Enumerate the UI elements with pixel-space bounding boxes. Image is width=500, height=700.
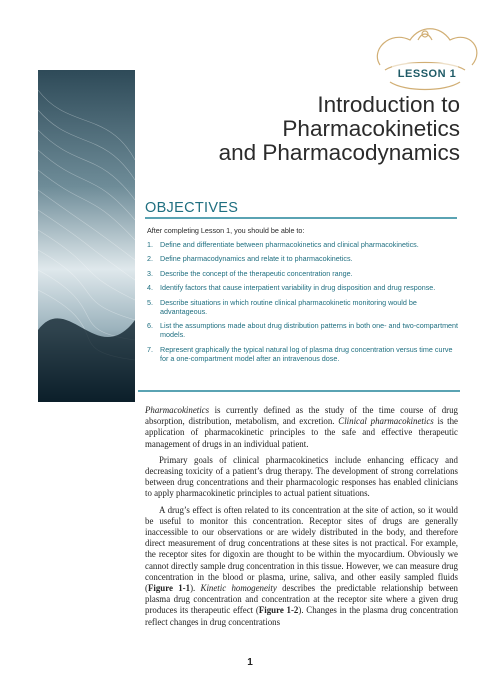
body-paragraph	[145, 505, 458, 628]
figure-ref: Figure 1-1	[147, 583, 191, 594]
term: Pharmacokinetics	[145, 405, 210, 415]
objective-text: Describe the concept of the therapeutic concentration range.	[160, 268, 353, 278]
term: Kinetic homogeneity	[200, 583, 277, 594]
objectives-heading: OBJECTIVES	[145, 200, 457, 219]
objective-text: Represent graphically the typical natural log of plasma drug concentration versus time curve for a one-compartment model after an intravenous dose.	[160, 344, 453, 363]
objective-text: Identify factors that cause interpatient variability in drug disposition and drug response.	[160, 283, 436, 293]
figure-ref: Figure 1-2	[258, 605, 299, 616]
objective-item	[147, 283, 459, 292]
objective-number: 7.	[147, 344, 153, 354]
title-line: Introduction to	[317, 92, 460, 117]
objective-number: 6.	[147, 321, 153, 331]
objective-number: 5.	[147, 297, 153, 307]
text-run: A drug’s effect is often related to its concentration at the site of action, so it would be useful to monitor this concentration. Receptor sites of drugs are generally inaccessible to our observations or are widely distributed in the body, and therefore direct measurement of drug concentrations at these sites is not practical. For example, the receptor sites for digoxin are thought to be within the myocardium. Obviously we cannot directly sample drug concentration in this tissue. However, we can measure drug concentration in the blood or plasma, urine, saliva, and other easily sampled fluids (	[145, 504, 458, 594]
objective-number: 3.	[147, 268, 153, 278]
objective-number: 2.	[147, 254, 153, 264]
objective-item	[147, 345, 459, 363]
objective-text: Describe situations in which routine clinical pharmacokinetic monitoring would be advantageous.	[160, 297, 417, 316]
text-run: ).	[190, 583, 201, 594]
objective-text: List the assumptions made about drug distribution patterns in both one- and two-compartment models.	[160, 321, 459, 340]
page-number: 1	[247, 657, 253, 668]
term: Clinical pharmacokinetics	[338, 416, 434, 427]
objectives-divider	[138, 390, 460, 392]
body-text	[145, 405, 458, 633]
text-run: ). Changes in the plasma drug concentration reflect changes in drug concentrations	[145, 605, 459, 627]
text-run: is currently defined as the study of the time course of drug absorption, distribution, metabolism, and excretion.	[145, 405, 458, 427]
page-title	[140, 93, 460, 165]
objective-text: Define pharmacodynamics and relate it to pharmacokinetics.	[160, 254, 353, 264]
objectives-intro: After completing Lesson 1, you should be able to:	[147, 226, 305, 235]
objective-number: 1.	[147, 240, 153, 249]
objective-item	[147, 240, 459, 249]
text-run: describes the predictable relationship between plasma drug concentration and concentration at the receptor site where a given drug produces its therapeutic effect (	[145, 583, 458, 616]
objective-text: Define and differentiate between pharmacokinetics and clinical pharmacokinetics.	[160, 240, 419, 249]
title-line: Pharmacokinetics	[282, 116, 460, 141]
objectives-list	[147, 240, 459, 368]
body-paragraph	[145, 405, 458, 450]
lesson-label: LESSON 1	[397, 68, 457, 80]
objective-item	[147, 298, 459, 316]
body-paragraph: Primary goals of clinical pharmacokinetics include enhancing efficacy and decreasing toxicity of a patient’s drug therapy. The development of strong correlations between drug concentrations and their pharmacologic responses has enabled clinicians to apply pharmacokinetic principles to actual patient situations.	[145, 454, 458, 499]
text-run: is the application of pharmacokinetic principles to the safe and effective therapeutic management of drugs in an individual patient.	[145, 416, 459, 449]
objective-item	[147, 321, 459, 339]
title-line: and Pharmacodynamics	[218, 140, 460, 165]
decorative-wave-art	[38, 70, 135, 402]
objective-number: 4.	[147, 283, 153, 293]
objective-item	[147, 254, 459, 263]
objective-item	[147, 269, 459, 278]
